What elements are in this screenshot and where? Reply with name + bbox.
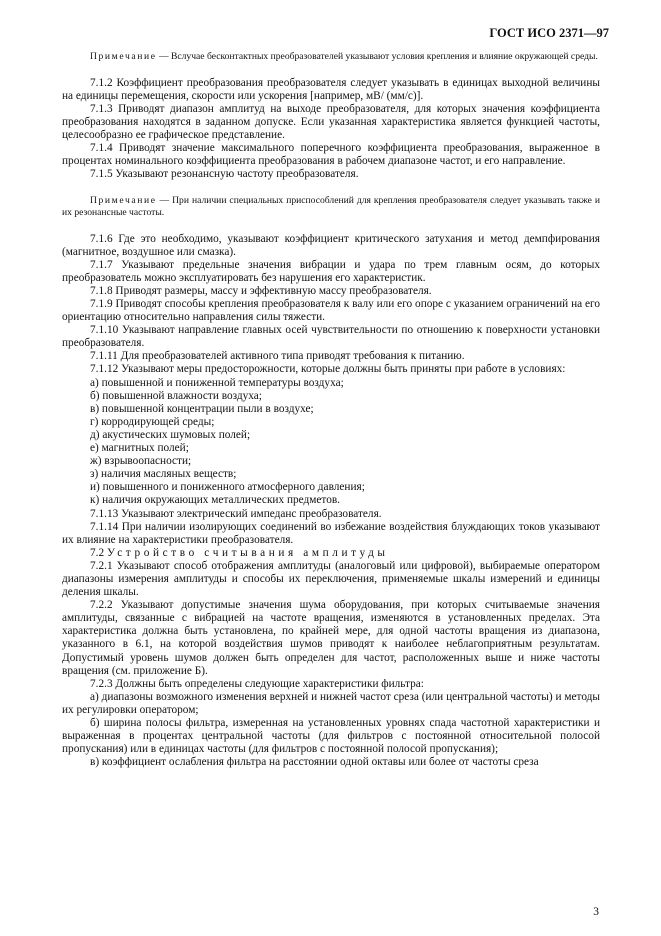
list-item: в) коэффициент ослабления фильтра на расстоянии одной октавы или более от частоты среза — [90, 756, 539, 769]
section-number: 7.2 — [90, 546, 105, 559]
paragraph: 7.2.1 Указывают способ отображения амплитуды (аналоговый или цифровой), выбираемые оператором диапазоны измерения амплитуды и способы их переключения, применяемые шкалы измерений и единицы деления шкалы. — [62, 559, 600, 599]
note-label: Примечание — [90, 195, 157, 207]
paragraph: 7.1.11 Для преобразователей активного типа приводят требования к питанию. — [90, 350, 465, 363]
page-header: ГОСТ ИСО 2371—97 — [489, 26, 609, 40]
paragraph: 7.1.7 Указывают предельные значения вибрации и удара по трем главным осям, до которых преобразователь можно эксплуатировать без нарушения его характеристик. — [62, 258, 600, 284]
section-title: Устройство считывания амплитуды — [106, 546, 389, 559]
list-item: а) повышенной и пониженной температуры воздуха; — [90, 376, 344, 389]
page-number: 3 — [593, 906, 599, 918]
list-item: и) повышенного и пониженного атмосферного давления; — [90, 481, 365, 494]
list-item: в) повышенной концентрации пыли в воздухе; — [90, 402, 314, 415]
section-heading — [62, 547, 600, 560]
paragraph: 7.1.9 Приводят способы крепления преобразователя к валу или его опоре с указанием ограничений на его ориентацию относительно направления силы тяжести. — [62, 298, 600, 324]
paragraph: 7.1.10 Указывают направление главных осей чувствительности по отношению к поверхности установки преобразователя. — [62, 324, 600, 350]
paragraph: 7.1.12 Указывают меры предосторожности, которые должны быть приняты при работе в условиях: — [90, 363, 566, 376]
paragraph: 7.1.6 Где это необходимо, указывают коэффициент критического затухания и метод демпфирования (магнитное, воздушное или смазка). — [62, 232, 600, 258]
paragraph: 7.1.8 Приводят размеры, массу и эффективную массу преобразователя. — [90, 284, 432, 297]
note-resonance — [62, 195, 600, 218]
note-text: — Вслучае бесконтактных преобразователей указывают условия крепления и влияние окружающей среды. — [158, 51, 598, 62]
list-item: б) повышенной влажности воздуха; — [90, 389, 262, 402]
paragraph: 7.1.14 При наличии изолирующих соединений во избежание воздействия блуждающих токов указывают их влияние на характеристики преобразователя. — [62, 520, 600, 546]
paragraph: 7.1.3 Приводят диапазон амплитуд на выходе преобразователя, для которых значения коэффициента преобразования находятся в заданном допуске. Если указанная характеристика является функцией частоты, целесообразно ее графическое представление. — [62, 102, 600, 141]
paragraph: 7.1.5 Указывают резонансную частоту преобразователя. — [90, 168, 359, 181]
list-item: е) магнитных полей; — [90, 442, 189, 455]
list-item: ж) взрывоопасности; — [90, 455, 192, 468]
list-item: г) корродирующей среды; — [90, 415, 215, 428]
paragraph: 7.1.4 Приводят значение максимального поперечного коэффициента преобразования, выраженное в процентах номинального коэффициента преобразования в рабочем диапазоне частот, и его направление. — [62, 142, 600, 168]
note-label: Примечание — [90, 51, 157, 62]
paragraph: 7.2.3 Должны быть определены следующие характеристики фильтра: — [90, 677, 424, 690]
list-item: з) наличия масляных веществ; — [90, 468, 237, 481]
paragraph: 7.1.13 Указывают электрический импеданс преобразователя. — [90, 507, 382, 520]
list-item: а) диапазоны возможного изменения верхней и нижней частот среза (или центральной частоты) и методы их регулировки оператором; — [62, 690, 600, 716]
page-content — [62, 51, 600, 769]
list-item: к) наличия окружающих металлических предметов. — [90, 494, 341, 507]
note-text: — При наличии специальных приспособлений для крепления преобразователя следует указывать также и их резонансные частоты. — [62, 195, 600, 218]
note-mounting — [62, 51, 600, 63]
paragraph: 7.2.2 Указывают допустимые значения шума оборудования, при которых считываемые значения амплитуды, связанные с вибрацией на частоте вращения, изменяются в установленных пределах. Эта характеристика должна быть установлена, по крайней мере, для одной частоты вращения из диапазона, указанного в 6.1, на которой воздействия шумов приводят к наиболее неблагоприятным результатам. Допустимый уровень шумов должен быть определен для частот, расположенных выше и ниже частоты вращения (см. приложение Б). — [62, 599, 600, 677]
paragraph: 7.1.2 Коэффициент преобразования преобразователя следует указывать в единицах выходной величины на единицы перемещения, скорости или ускорения [например, мВ/ (мм/с)]. — [62, 76, 600, 102]
list-item: д) акустических шумовых полей; — [90, 428, 251, 441]
list-item: б) ширина полосы фильтра, измеренная на установленных уровнях спада частотной характеристики и выраженная в процентах центральной частоты (для фильтров с постоянной относительной полосой пропускания) или в единицах частоты (для фильтров с постоянной полосой пропускания); — [62, 717, 600, 756]
